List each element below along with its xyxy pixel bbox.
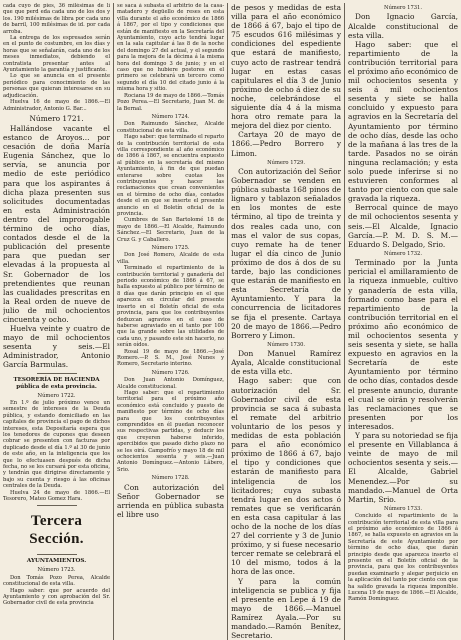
paragraph: Hago saber: que por acuerdo del Ayuntamiento y con aprobación del Sr. Gobernador civil de esta provincia — [3, 587, 111, 607]
signature: Rociana 19 de mayo de 1866.—Tomás Pozo Perea.—El Secretario, Juan M. de la Bernal. — [117, 92, 225, 112]
column-1 — [3, 3, 110, 640]
paragraph: Hago saber: que con autorización del Sr. Gobernador civil de esta provincia se saca á subasta el remate del arbitrio voluntario de los pesos y medidas de esta población para el año económico próximo de 1866 á 67, bajo el tipo y condiciones que estarán de manifiesto para inteligencia de los licitadores; cuya subasta tendrá lugar en dos actos ó remates que se verificarán en esta casa capitular á las ocho de la noche de los días 27 del corriente y 3 de Junio próximo, y si fuese necesario tercer remate se celebrará el 10 del mismo, todos á la hora de las once. — [231, 376, 342, 577]
column-rule — [344, 3, 345, 640]
paragraph: cada cuyo de pies, 36 milésimas de lí que que perd eda cada uno de los dos y los. 190 milésimas de libra por cada uno de barril, 100 milésimas de id. por cada arroba. — [3, 3, 111, 35]
notice-number: Número 1724. — [151, 113, 190, 120]
notice-number: Número 1725. — [151, 245, 190, 252]
signature: Cumbres de San Bartolomé 18 de mayo de 1866.—El Alcalde, Raimundo Sánchez.—El Secretario, Juan de la Cruz G. y Caballero. — [117, 217, 225, 243]
divider — [37, 505, 77, 506]
paragraph: Con autorización del Señor Gobernador se arrienda en pública subasta el libre uso — [117, 482, 225, 519]
column-rule — [227, 3, 228, 640]
paragraph: se saca á subasta el arbitrio de la casa-matadero y degüello de reses en esta villa durante el año económico de 1866 á 1867, por el tipo y condiciones que están de manifiesto en la Secretaría del Ayuntamiento, cuyo acto tendrá lugar en la sala capitular á las 8 de la noche del domingo 27 del actual, y el segundo para la mejora de la décima á la misma hora del domingo 3 de junio; y en el caso que no hubiere postores en el primero se celebrará un tercero como segundo el día 10 del citado junio á la misma hora y sitio. — [117, 3, 225, 93]
paragraph: Hallándose vacante el estanco de Aroyos... por cesación de doña María Eugenia Sánchez, que lo servía, se anuncia por medio de este periódico para que los aspirantes á dicha plaza presenten sus solicitudes documentadas en esta Administración dentro del improrogable término de ocho días, contados desde el de la publicación del presente para que puedan ser elevadas á la propuesta al Sr. Gobernador de los pretendientes que reunan las cualidades prescritas en la Real orden de nueve de julio de mil ochocientos cincuenta y ocho. — [3, 124, 111, 324]
paragraph: Lo que se anuncia en el presente periódico para conocimiento de las personas que quieran interesarse en su adjudicación. — [3, 73, 111, 99]
notice-number: Número 1721. — [29, 113, 84, 123]
notice-number: Número 1726. — [151, 369, 190, 376]
section-heading: AYUNTAMIENTOS. — [26, 558, 87, 565]
notice-number: Número 1730. — [267, 341, 306, 348]
paragraph: La entrega de los espresados serán en el punto de costumbre, en los días y horas que se señalarán, cada uno de los meses inmediatos, debiendo el contratista presentar antes al Ayuntamiento la garantía y justificante. — [3, 35, 111, 74]
paragraph: En 1.º de julio próximo vence un semestre de intereses de la Deuda pública, y estando domiciliado en las capitales de provincia el pago de dichos intereses, esta Depositaría espera que los tenedores de cupones que deseen cobrar se presenten con facturas por duplicado desde el día 1.º al 30 de junio de este año, en la inteligencia que los que lo efectuasen después de dicha fecha, no se les cursará por esta oficina, y tendrán que dirigirse directamente y bajo su cuenta y riesgo á las oficinas centrales de la Deuda. — [3, 399, 111, 490]
paragraph: Y para su notoriedad se fija el presente en Villablanca á veinte de mayo de mil ochocientos sesenta y seis.—El Alcalde, Gabriel Menendez.—Por su mandado.—Manuel de Orta Martin, Srio. — [348, 431, 458, 504]
paragraph: Concluido el repartimiento de la contribución territorial de esta villa para el próximo año económico de 1866 á 1867, se halla expuesto en agravios en la Secretaría de este Ayuntamiento por término de ocho días, que darán principio desde que aparezca inserto el presente en el Boletín oficial de la provincia, para que los contribuyentes puedan examinarlo y alegar perjuicio en la aplicación del tanto por ciento con que ha salido gravada la riqueza imponible. Lucena 19 de mayo de 1866.—El Alcalde, Ramón Domínguez. — [348, 513, 458, 603]
notice-number: Número 1731. — [384, 5, 423, 11]
paragraph: Con autorización del Señor Gobernador se venden en pública subasta 168 pinos de lignaro y tablazon señalados en los montes de este término, al tipo de treinta y dos reales cada uno, con mas el valor de sus copas, cuyo remate ha de tener lugar el día cinco de Junio próximo de dos á dos de su tarde, bajo las condiciones que estarán de manifiesto en esta Secretaría de Ayuntamiento. Y para la concurrencia de licitadores se fija el presente. Cartaya 20 de mayo de 1866.—Pedro Borrero y Limon. — [231, 167, 342, 340]
paragraph: de pesos y medidas de esta villa para el año económico de 1866 á 67, bajo el tipo de 75 escudos 616 milésimas y condiciones del espediente que estará de manifiesto, cuyo acto de rastrear tendrá lugar en estas casas capitulares el día 3 de Junio próximo de ocho á diez de su noche, celebrándose el siguiente día 4 á la misma hora otro remate para la mejora del diez por ciento. — [231, 3, 342, 131]
section-title: Tercera Sección. — [29, 513, 84, 548]
paragraph: Hago saber: que el repartimiento de la contribución territorial para el próximo año económico de mil ochocientos sesenta y seis á mil ochocientos sesenta y siete se halla concluido y expuesto para agravios en la Secretaría del Ayuntamiento por término de ocho días, desde las ocho de la mañana á las tres de la tarde. Pasados no se oirán ninguna reclamación; y esta solo puede inferirse si no estuvieren conformes al tanto por ciento con que sale gravada la riqueza. — [348, 39, 458, 204]
signature: Cartaya 20 de mayo de 1866.—Pedro Borrero y Limon. — [231, 130, 342, 158]
column-3 — [231, 3, 341, 640]
notice-number: Número 1729. — [267, 159, 306, 166]
signature: Huelva 16 de mayo de 1866.—El Administrador, Antonio G. Bar... — [3, 99, 111, 112]
paragraph: Don Raimundo Sánchez, Alcalde constitucional de esta villa. — [117, 121, 225, 134]
divider — [37, 373, 77, 374]
notice-number: Número 1733. — [384, 505, 423, 512]
divider — [37, 554, 77, 555]
paragraph: Don Tomás Pozo Perea, Alcalde constitucional de esta villa. — [3, 574, 111, 588]
section-heading: TESORERÍA DE HACIENDA pública de esta provincia. — [13, 376, 100, 390]
paragraph: Don Juan Antonio Domínguez, Alcalde constitucional. — [117, 377, 225, 390]
signature: Rosal 19 de mayo de 1866.—José Romero.—P. S. M., José Nunes y Romero, Secretario interino. — [117, 348, 225, 368]
paragraph: Hago saber: que el repartimiento territorial para el próximo año económico está concluido y puesto de manifiesto por término de ocho días para que los contribuyentes comprendidos en él puedan reconocer sus respectivas partidas, y deducir los que creyeren haberse inferido, apercibidos que pasado dicho plazo no se les oirá. Campofrío y mayo 18 de mil ochocientos sesenta y seis.—Juan Antonio Domínguez.—Antonio Lâbero, Srio. — [117, 389, 225, 473]
paragraph: Terminado por la Junta pericial el amillaramiento de la riqueza inmueble, cultivo y ganadería de esta villa, formado como base para el repartimiento de la contribución territorial en el próximo año económico de mil ochocientos sesenta y seis sesenta y siete, se halla expuesto en agravios en la Secretaría de este Ayuntamiento por término de ocho días, contados desde el presente anuncio, durante el cual se oirán y resolverán las reclamaciones que se presenten por los interesados. — [348, 258, 458, 431]
paragraph: Y para la común inteligencia se publica y fija el presente en Lepe á 19 de mayo de 1866.—Manuel Ramírez Ayala.—Por su mandado.—Ramón Benítez, Secretario. — [231, 576, 342, 640]
column-4 — [348, 3, 458, 640]
notice-number: Número 1732. — [384, 250, 423, 257]
paragraph: Hago saber: que terminado el reparto de la contribución territorial de esta villa correspondiente al año económico de 1866 á 1867, se encuentra expuesto al público en la secretaría del mismo Ayuntamiento, á fin de que puedan enterarse sobre cuotas los contribuyentes y hacer las reclamaciones que crean convenientes en el término de ocho días, contados desde el en que se inserte el presente anuncio en el Boletín oficial de la provincia. — [117, 134, 225, 217]
column-2 — [117, 3, 224, 640]
notice-number: Número 1723. — [37, 567, 76, 574]
paragraph: Huelva veinte y cuatro de mayo de mil ochocientos sesenta y seis.—El Administrador, Antonio García Barmulas. — [3, 324, 111, 370]
paragraph: Terminado el repartimiento de la contribución territorial y ganadería del periodo económico de 1866 á 67, se halla expuesto al público por término de 8 días que darán principio en el que aparezca en circular del presente inserto en el Boletín oficial de esta provincia, para que los contribuyentes deduzcan agravios en el caso de haberse agraviado en el tanto por 100 que la grande sobre las utilidades de cada uno, y pasando este sin hacerlo, no serán oídos. — [117, 265, 225, 349]
column-rule — [113, 3, 114, 640]
notice-number: Número 1722. — [37, 392, 76, 399]
paragraph: Don Manuel Ramírez Ayala, Alcalde constitucional de esta villa etc. — [231, 349, 342, 377]
signature: Huelva 24 de mayo de 1866.—El Tesorero, Mateo Gomez Hara. — [3, 489, 111, 503]
notice-number: Número 1728. — [151, 475, 190, 482]
paragraph: Don José Romero, Alcalde de esta villa. — [117, 252, 225, 265]
signature: Berrocal quince de mayo de mil ochocientos sesenta y seis.—El Alcalde, Ignacio García.—P. M. D. S. M.—Eduardo S. Delgado, Srio. — [348, 203, 458, 249]
paragraph: Don Ignacio García, Alcalde constitucional de esta villa. — [348, 12, 458, 40]
